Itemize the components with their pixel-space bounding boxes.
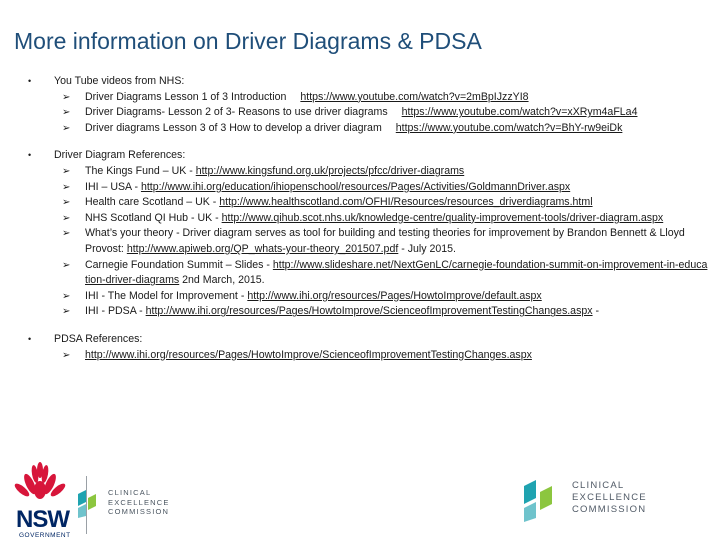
arrow-icon: ➢ [62,259,71,271]
page-title: More information on Driver Diagrams & PDSA [14,28,482,54]
section-heading: You Tube videos from NHS: [54,75,185,87]
nsw-wordmark: NSW [16,506,69,533]
item-text: IHI - The Model for Improvement - [85,289,245,302]
item-text: Driver diagrams Lesson 3 of 3 How to develop a driver diagram [85,121,382,134]
list-item [58,195,708,211]
item-text: IHI - PDSA - [85,305,143,318]
cec-line: COMMISSION [572,504,647,515]
bullet-icon: • [28,76,32,86]
list-item [58,211,708,227]
cec-line: EXCELLENCE [108,497,170,507]
arrow-icon: ➢ [62,107,71,119]
section-heading: PDSA References: [54,332,143,345]
list-item [58,121,708,137]
item-text: Carnegie Foundation Summit – Slides - [85,258,270,271]
item-text: Driver Diagrams Lesson 1 of 3 Introduction [85,90,287,103]
item-suffix: - [592,305,600,318]
list-item [58,348,708,364]
cec-line: EXCELLENCE [572,492,647,503]
item-link[interactable]: http://www.ihi.org/resources/Pages/HowtoImprove/default.aspx [247,289,542,302]
arrow-icon: ➢ [62,122,71,134]
item-link[interactable]: http://www.qihub.scot.nhs.uk/knowledge-centre/quality-improvement-tools/driver-diagram.aspx [221,211,664,224]
list-item [58,304,708,320]
item-link[interactable]: https://www.youtube.com/watch?v=2mBpIJzzYI8 [300,90,529,103]
list-item [58,164,708,180]
item-link[interactable]: https://www.youtube.com/watch?v=BhY-rw9eiDk [395,121,623,134]
item-link[interactable]: http://www.ihi.org/education/ihiopenschool/resources/Pages/Activities/GoldmannDriver.aspx [140,180,571,193]
cec-line: CLINICAL [572,480,625,491]
item-text: Driver Diagrams- Lesson 2 of 3- Reasons to use driver diagrams [85,106,388,119]
item-link[interactable]: http://www.apiweb.org/QP_whats-your-theory_201507.pdf [126,242,399,255]
item-link[interactable]: http://www.ihi.org/resources/Pages/HowtoImprove/ScienceofImprovementTestingChanges.aspx [85,348,532,361]
arrow-icon: ➢ [62,306,71,318]
item-text: IHI – USA - [85,180,138,193]
list-item [58,180,708,196]
list-item [58,90,708,106]
item-link[interactable]: http://www.healthscotland.com/OFHI/Resources/resources_driverdiagrams.html [219,196,593,209]
bullet-icon: • [28,333,32,344]
arrow-icon: ➢ [62,165,71,177]
bullet-icon: • [28,150,32,161]
item-list [54,164,708,320]
item-link[interactable]: http://www.kingsfund.org.uk/projects/pfcc/driver-diagrams [195,164,465,177]
item-text: The Kings Fund – UK - [85,164,193,177]
cec-line: CLINICAL [108,488,152,497]
waratah-icon [6,460,74,510]
cec-mark-icon [518,476,564,522]
section-driver-references [28,148,708,320]
section-pdsa-references [28,332,708,363]
arrow-icon: ➢ [62,228,71,240]
arrow-icon: ➢ [62,212,71,224]
cec-mark-icon [74,488,104,518]
item-link[interactable]: http://www.ihi.org/resources/Pages/HowtoImprove/ScienceofImprovementTestingChanges.aspx [145,305,593,318]
item-list [54,348,708,364]
arrow-icon: ➢ [62,197,71,209]
section-heading: Driver Diagram References: [54,149,186,162]
list-item [58,226,708,257]
list-item [58,105,708,121]
item-link[interactable]: http://www.slideshare.net/NextGenLC/carnegie-foundation-summit-on-improvement-in-education-driver-diagrams [85,258,708,287]
list-item [58,258,708,289]
content [28,74,708,373]
cec-logo-small [108,488,170,517]
item-suffix: 2nd March, 2015. [179,274,265,287]
nsw-government-logo [6,460,74,538]
arrow-icon: ➢ [62,91,71,103]
item-suffix: - July 2015. [398,242,457,255]
item-text: NHS Scotland QI Hub - UK - [85,211,219,224]
government-label: GOVERNMENT [19,532,71,539]
arrow-icon: ➢ [62,290,71,302]
item-text: Health care Scotland – UK - [85,196,217,209]
list-item [58,289,708,305]
cec-line: COMMISSION [108,507,170,516]
cec-logo-large [572,480,647,516]
item-link[interactable]: https://www.youtube.com/watch?v=xXRym4aFLa4 [401,106,638,119]
section-youtube [28,74,708,136]
arrow-icon: ➢ [62,181,71,193]
footer [0,450,720,540]
item-text: What’s your theory - Driver diagram serves as tool for building and testing theories for improvement by Brandon Bennett & Lloyd Provost: [85,227,685,255]
item-list [54,90,708,137]
arrow-icon: ➢ [62,349,71,361]
